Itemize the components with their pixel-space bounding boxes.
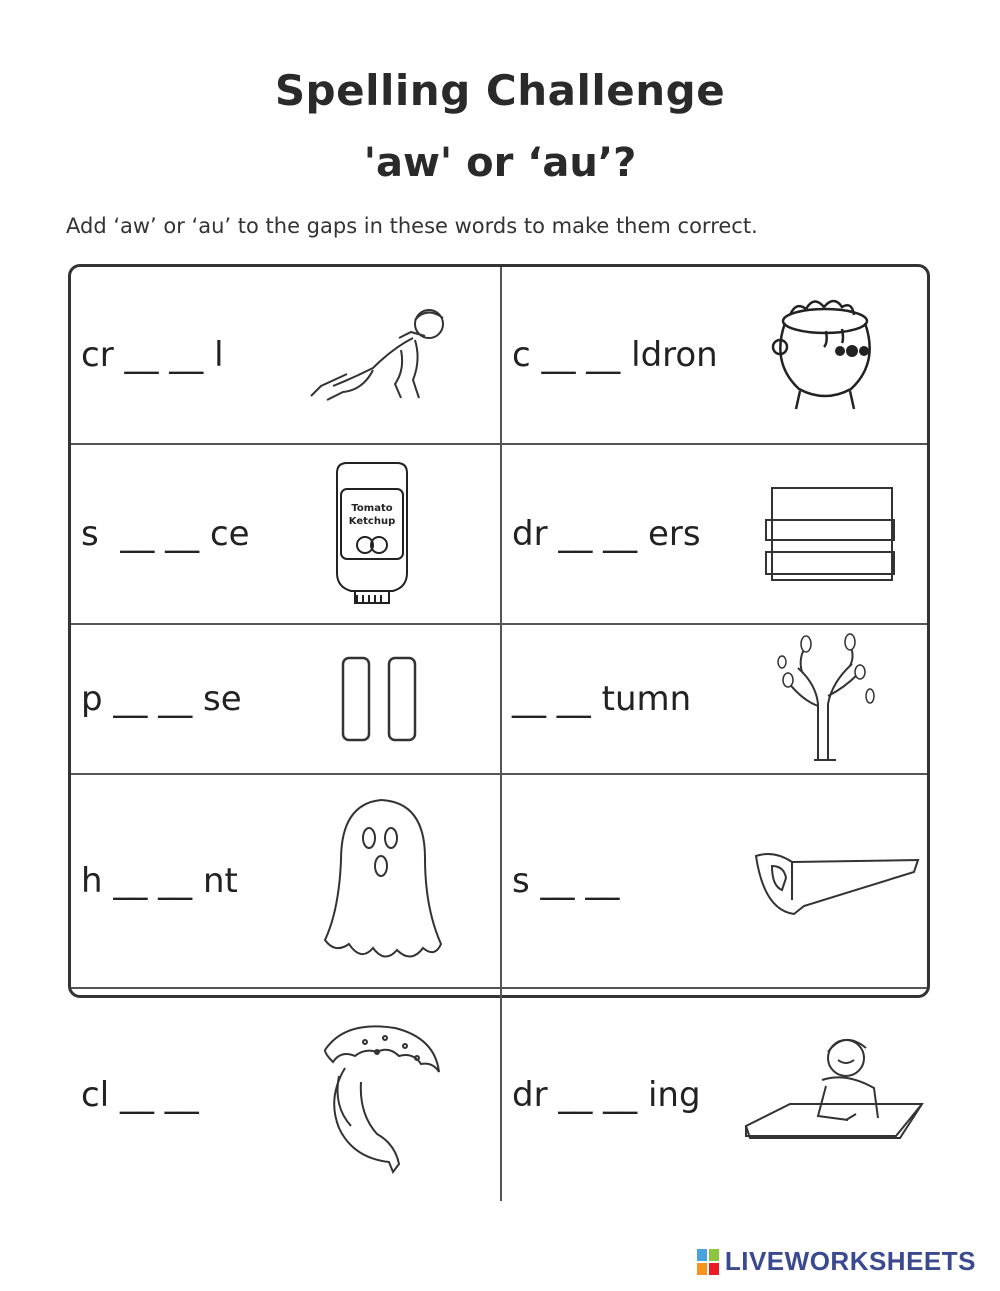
word-text: cl __ __ <box>81 1075 199 1115</box>
word-text: h __ __ nt <box>81 861 238 901</box>
pause-symbol-icon <box>339 654 423 744</box>
grid-row <box>71 267 927 445</box>
word-text: __ __ tumn <box>512 679 692 719</box>
autumn-tree-icon <box>770 636 880 762</box>
word-cell <box>71 267 502 443</box>
claw-icon <box>315 1020 445 1170</box>
word-cell <box>71 625 502 773</box>
word-cell <box>71 775 502 987</box>
footer-brand <box>697 1246 976 1277</box>
ketchup-bottle-icon <box>327 459 417 609</box>
ketchup-label-line1: Tomato <box>351 503 393 514</box>
ghost-icon <box>321 796 441 966</box>
grid-row <box>71 989 927 1201</box>
word-cell <box>502 989 930 1201</box>
word-text: s __ __ <box>512 861 620 901</box>
word-text: cr __ __ l <box>81 335 224 375</box>
word-cell <box>502 445 930 623</box>
word-cell <box>502 775 930 987</box>
word-cell <box>71 989 502 1201</box>
ketchup-label-line2: Ketchup <box>348 516 396 527</box>
crawling-child-icon <box>303 300 463 410</box>
grid-row <box>71 625 927 775</box>
word-text: dr __ __ ing <box>512 1075 701 1115</box>
grid-row <box>71 775 927 989</box>
liveworksheets-logo-icon <box>697 1249 719 1275</box>
word-cell <box>502 267 930 443</box>
page-title: Spelling Challenge <box>274 66 726 115</box>
word-text: c __ __ ldron <box>512 335 718 375</box>
cauldron-icon <box>770 295 880 415</box>
page-subtitle: 'aw' or ‘au’? <box>363 140 637 186</box>
word-text: dr __ __ ers <box>512 514 701 554</box>
chest-of-drawers-icon <box>764 484 898 584</box>
word-text: s __ __ ce <box>81 514 250 554</box>
word-cell <box>502 625 930 773</box>
footer-brand-text: LIVEWORKSHEETS <box>724 1246 976 1276</box>
saw-icon <box>752 846 922 916</box>
grid-row <box>71 445 927 625</box>
boy-drawing-icon <box>742 1030 928 1160</box>
word-grid <box>68 264 930 1115</box>
word-cell <box>71 445 502 623</box>
instructions: Add ‘aw’ or ‘au’ to the gaps in these words to make them correct. <box>66 214 758 238</box>
word-text: p __ __ se <box>81 679 242 719</box>
